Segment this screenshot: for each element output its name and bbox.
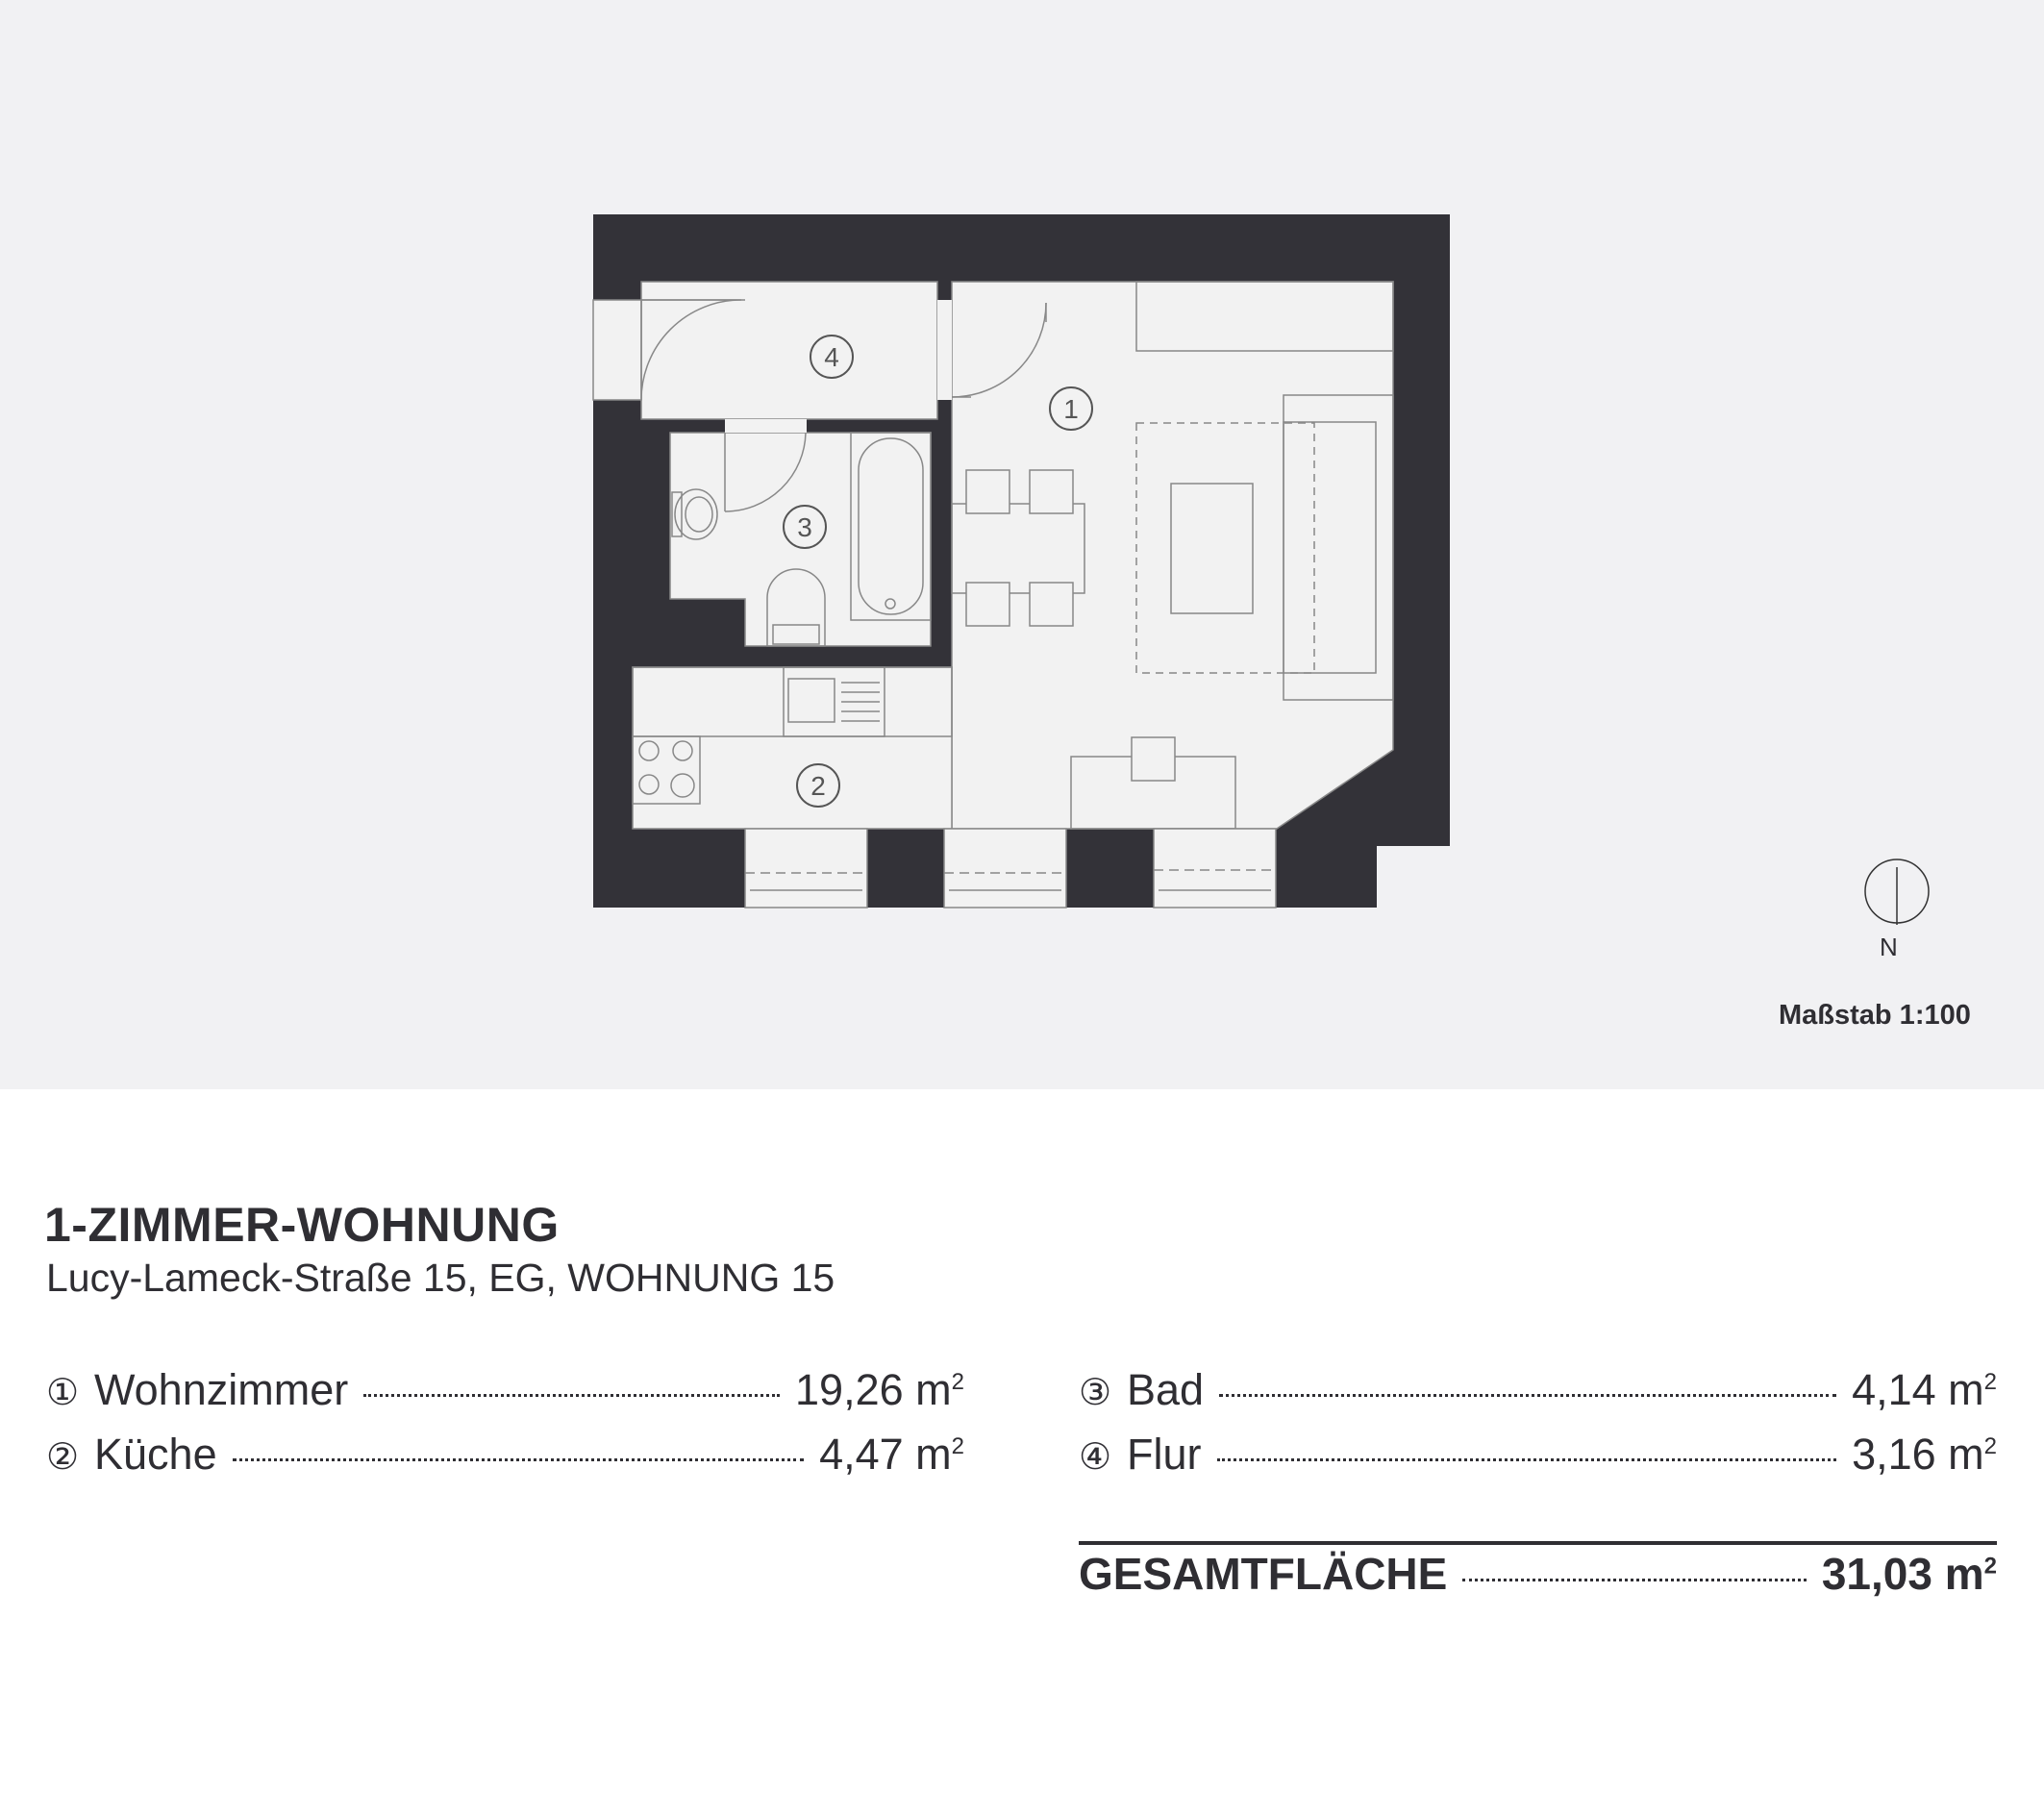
north-label: N [1880,933,1898,961]
scale-label: Maßstab 1:100 [1779,1000,1971,1031]
room-area: 4,47 $m^2$ [819,1430,964,1479]
svg-text:1: 1 [1063,394,1079,424]
area-row-total [1079,1548,1997,1605]
leader-dots [1219,1394,1836,1397]
leader-dots [1217,1458,1837,1461]
room-flur [641,282,937,419]
north-arrow-icon [1865,859,1929,925]
area-row-flur [1079,1430,1997,1487]
leader-dots [233,1458,804,1461]
room-area: 4,14 $m^2$ [1852,1365,1997,1414]
apartment-address: Lucy-Lameck-Straße 15, EG, WOHNUNG 15 [46,1256,835,1300]
room-symbol: ② [46,1437,80,1478]
room-name: Wohnzimmer [94,1365,349,1414]
total-area: 31,03 $m^2$ [1821,1549,1997,1599]
total-divider [1079,1541,1997,1545]
room-kueche [633,667,952,829]
svg-text:4: 4 [824,342,839,372]
total-label: GESAMTFLÄCHE [1079,1549,1448,1599]
room-symbol: ④ [1079,1437,1112,1478]
room-name: Bad [1127,1365,1205,1414]
room-symbol: ① [46,1373,80,1413]
room-symbol: ③ [1079,1373,1112,1413]
room-name: Küche [94,1430,217,1479]
room-name: Flur [1127,1430,1202,1479]
room-area: 19,26 $m^2$ [795,1365,964,1414]
area-row-wohnzimmer [46,1365,964,1423]
svg-text:2: 2 [810,771,826,801]
area-row-kueche [46,1430,964,1487]
apartment-title: 1-ZIMMER-WOHNUNG [44,1198,560,1252]
leader-dots [1462,1579,1807,1581]
room-area: 3,16 $m^2$ [1852,1430,1997,1479]
leader-dots [363,1394,780,1397]
svg-text:3: 3 [797,512,812,542]
area-row-bad [1079,1365,1997,1423]
